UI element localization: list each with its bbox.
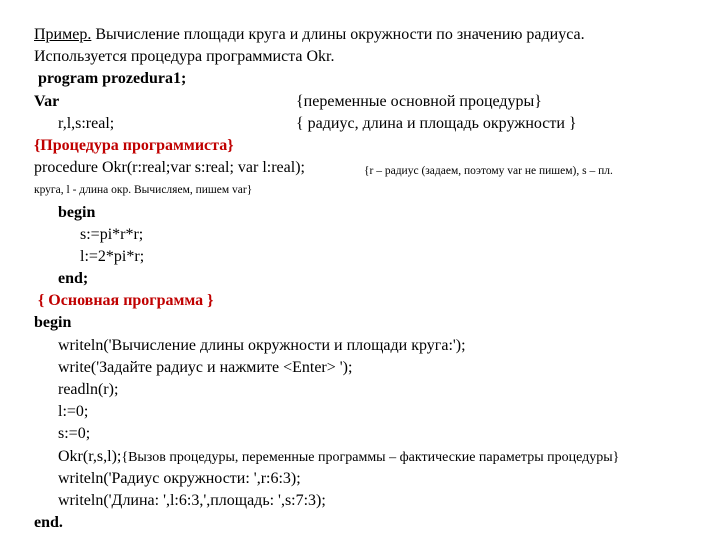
procedure-call: Okr(r,s,l); — [58, 447, 122, 465]
length-statement: l:=2*pi*r; — [80, 247, 145, 265]
main-end: end. — [34, 514, 63, 532]
procedure-signature-comment: {r – радиус (задаем, поэтому var не пишем), s – пл. — [364, 165, 613, 178]
main-begin: begin — [34, 314, 72, 332]
procedure-call-comment: {Вызов процедуры, переменные программы – фактические параметры процедуры} — [121, 449, 620, 465]
var-declaration: r,l,s:real; — [58, 114, 115, 132]
area-init-statement: s:=0; — [58, 425, 91, 443]
area-statement: s:=pi*r*r; — [80, 225, 144, 243]
length-init-statement: l:=0; — [58, 403, 89, 421]
example-label: Пример. — [34, 26, 92, 43]
program-header: program prozedura1; — [34, 70, 187, 88]
procedure-call-line — [34, 446, 706, 468]
main-program-heading: { Основная программа } — [34, 292, 214, 310]
writeln-title-statement: writeln('Вычисление длины окружности и площади круга:'); — [58, 336, 466, 354]
writeln-radius-statement: writeln('Радиус окружности: ',r:6:3); — [58, 469, 301, 487]
procedure-begin: begin — [58, 203, 96, 221]
procedure-signature: procedure Okr(r:real;var s:real; var l:real); — [34, 159, 305, 177]
readln-statement: readln(r); — [58, 381, 119, 398]
procedure-signature-line — [34, 157, 706, 179]
document-body — [34, 24, 706, 534]
procedure-note: Используется процедура программиста Okr. — [34, 48, 335, 66]
procedure-section-heading: {Процедура программиста} — [34, 136, 234, 154]
var-comment: {переменные основной процедуры} — [296, 92, 542, 110]
var-line — [34, 91, 706, 113]
intro-line — [34, 24, 706, 46]
procedure-end: end; — [58, 270, 89, 288]
var-declaration-comment: { радиус, длина и площадь окружности } — [296, 114, 577, 132]
example-description: Вычисление площади круга и длины окружности по значению радиуса. — [91, 26, 585, 43]
writeln-result-statement: writeln('Длина: ',l:6:3,',площадь: ',s:7:3); — [58, 491, 326, 509]
var-keyword: Var — [34, 92, 60, 110]
write-prompt-statement: write('Задайте радиус и нажмите <Enter> '); — [58, 358, 353, 376]
var-declaration-line — [34, 113, 706, 135]
procedure-comment-continuation: круга, l - длина окр. Вычисляем, пишем var} — [34, 184, 253, 197]
